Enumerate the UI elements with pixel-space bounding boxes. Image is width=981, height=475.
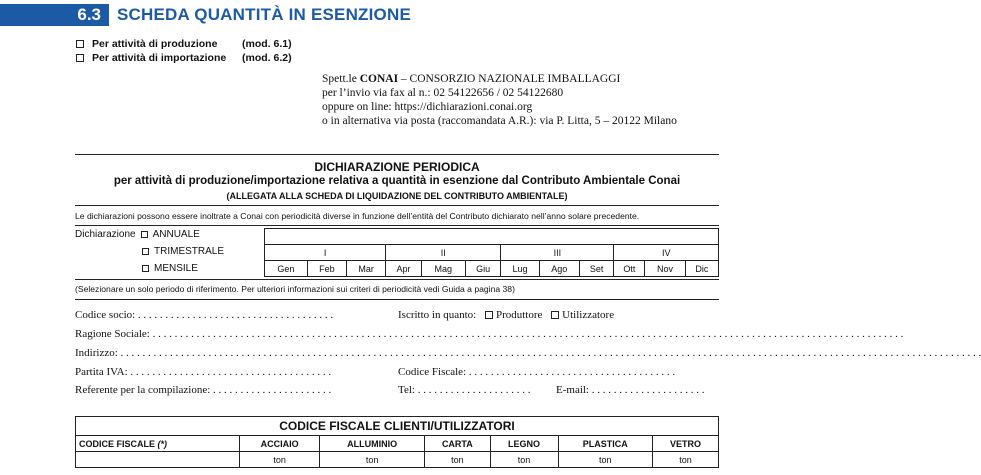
checkbox-import[interactable]	[76, 54, 84, 62]
activity-production-mod: (mod. 6.1)	[242, 38, 292, 50]
month-cell[interactable]: Apr	[386, 261, 422, 277]
quarter-cell[interactable]: III	[501, 245, 614, 261]
phone-field[interactable]: Tel: . . . . . . . . . . . . . . . . . . . . .	[398, 384, 531, 396]
checkbox-user[interactable]	[551, 311, 559, 319]
quarter-cell[interactable]: I	[265, 245, 386, 261]
declaration-attached-note: (ALLEGATA ALLA SCHEDA DI LIQUIDAZIONE DEL CONTRIBUTO AMBIENTALE)	[226, 191, 568, 201]
period-select-note: (Selezionare un solo periodo di riferimento. Per ulteriori informazioni sui criteri di periodicità vedi Guida a pagina 38)	[75, 284, 515, 294]
activity-production-option[interactable]	[76, 38, 292, 50]
clients-table	[75, 416, 719, 468]
divider	[75, 205, 719, 206]
month-cell[interactable]: Feb	[307, 261, 346, 277]
declaration-subtitle: per attività di produzione/importazione relativa a quantità in esenzione dal Contributo Ambientale Conai	[113, 175, 681, 187]
period-quarterly-option[interactable]	[142, 246, 224, 257]
registration-type-label: Iscritto in quanto:	[398, 309, 477, 321]
period-annual-label: ANNUALE	[152, 229, 200, 240]
month-cell[interactable]: Nov	[645, 261, 685, 277]
company-name-field[interactable]: Ragione Sociale: . . . . . . . . . . . . . . . . . . . . . . . . . . . . . . . . . . . . . . . . . . . . . . . . . . . . . . . . . . . . . . . . . . . . . . . . . . . . . . . . . . . . . . . . . . . . . . . . . . . . . . . . . . . . . . . . . . . . . . . . . . . . . . . . . . . . . . . . .	[75, 328, 904, 340]
period-monthly-label: MENSILE	[154, 263, 198, 274]
column-header-material: VETRO	[653, 436, 719, 452]
checkbox-annual[interactable]	[141, 231, 148, 238]
unit-cell[interactable]: ton	[240, 452, 320, 468]
activity-import-mod: (mod. 6.2)	[242, 52, 292, 64]
checkbox-producer[interactable]	[485, 311, 493, 319]
checkbox-production[interactable]	[76, 40, 84, 48]
column-header-material: LEGNO	[490, 436, 558, 452]
vat-number-field[interactable]: Partita IVA: . . . . . . . . . . . . . . . . . . . . . . . . . . . . . . . . . . . . .	[75, 366, 332, 378]
address-line-2: per l’invio via fax al n.: 02 54122656 / 02 54122680	[322, 87, 564, 99]
divider	[75, 299, 719, 300]
month-cell[interactable]: Mag	[421, 261, 465, 277]
activity-import-option[interactable]	[76, 52, 292, 64]
activity-production-label: Per attività di produzione	[92, 38, 218, 50]
member-code-field[interactable]: Codice socio: . . . . . . . . . . . . . . . . . . . . . . . . . . . . . . . . . . . .	[75, 309, 334, 321]
divider	[75, 279, 719, 280]
month-cell[interactable]: Mar	[347, 261, 386, 277]
column-header-material: CARTA	[425, 436, 490, 452]
user-label: Utilizzatore	[562, 309, 615, 321]
column-header-material: PLASTICA	[558, 436, 653, 452]
unit-cell[interactable]: ton	[490, 452, 558, 468]
unit-cell[interactable]: ton	[653, 452, 719, 468]
recipient-address	[322, 72, 677, 128]
month-cell[interactable]: Set	[579, 261, 613, 277]
period-annual-option[interactable]	[75, 229, 200, 240]
month-cell[interactable]: Dic	[685, 261, 718, 277]
address-org: CONAI	[359, 73, 399, 85]
tax-code-field[interactable]: Codice Fiscale: . . . . . . . . . . . . . . . . . . . . . . . . . . . . . . . . . . . . . .	[398, 366, 676, 378]
column-header-tax-code: CODICE FISCALE (*)	[76, 436, 240, 452]
unit-cell[interactable]: ton	[558, 452, 653, 468]
declaration-title: DICHIARAZIONE PERIODICA	[314, 160, 480, 174]
unit-cell[interactable]: ton	[320, 452, 425, 468]
checkbox-quarterly[interactable]	[142, 248, 149, 255]
column-header-material: ALLUMINIO	[320, 436, 425, 452]
quarter-cell[interactable]: IV	[614, 245, 719, 261]
month-cell[interactable]: Gen	[265, 261, 308, 277]
section-title: SCHEDA QUANTITÀ IN ESENZIONE	[117, 5, 411, 24]
registration-type	[398, 309, 718, 321]
unit-cell[interactable]: ton	[425, 452, 490, 468]
section-header	[0, 4, 411, 26]
divider	[75, 225, 719, 226]
column-header-material: ACCIAIO	[240, 436, 320, 452]
address-field[interactable]: Indirizzo: . . . . . . . . . . . . . . . . . . . . . . . . . . . . . . . . . . . . . . . . . . . . . . . . . . . . . . . . . . . . . . . . . . . . . . . . . . . . . . . . . . . . . . . . . . . . . . . . . . . . . . . . . . . . . . . . . . . . . . . . . . . . . . . . . . . . . . . . . . . . . . . . . . . . . . . . . . . . .	[75, 347, 981, 359]
clients-table-title: CODICE FISCALE CLIENTI/UTILIZZATORI	[76, 417, 719, 436]
email-field[interactable]: E-mail: . . . . . . . . . . . . . . . . . . . . .	[556, 384, 705, 396]
activity-import-label: Per attività di importazione	[92, 52, 227, 64]
month-cell[interactable]: Giu	[465, 261, 501, 277]
period-grid	[264, 228, 719, 277]
address-line-1: Spett.le CONAI – CONSORZIO NAZIONALE IMBALLAGGI	[322, 73, 621, 85]
divider	[75, 154, 719, 155]
contact-person-field[interactable]: Referente per la compilazione: . . . . . . . . . . . . . . . . . . . . . .	[75, 384, 332, 396]
checkbox-monthly[interactable]	[142, 265, 149, 272]
period-quarterly-label: TRIMESTRALE	[154, 246, 225, 257]
section-number: 6.3	[0, 4, 109, 26]
month-cell[interactable]: Ago	[539, 261, 579, 277]
address-line-4: o in alternativa via posta (raccomandata A.R.): via P. Litta, 5 – 20122 Milano	[322, 115, 677, 127]
annual-cell[interactable]	[265, 229, 719, 245]
address-line-3: oppure on line: https://dichiarazioni.conai.org	[322, 101, 533, 113]
tax-code-input-cell[interactable]	[76, 452, 240, 468]
quarter-cell[interactable]: II	[386, 245, 501, 261]
producer-label: Produttore	[495, 309, 543, 321]
declaration-note: Le dichiarazioni possono essere inoltrate a Conai con periodicità diverse in funzione dell’entità del Contributo dichiarato nell’anno solare precedente.	[75, 211, 640, 221]
month-cell[interactable]: Lug	[501, 261, 539, 277]
month-cell[interactable]: Ott	[614, 261, 645, 277]
declaration-label: Dichiarazione	[75, 229, 136, 240]
period-monthly-option[interactable]	[142, 263, 198, 274]
